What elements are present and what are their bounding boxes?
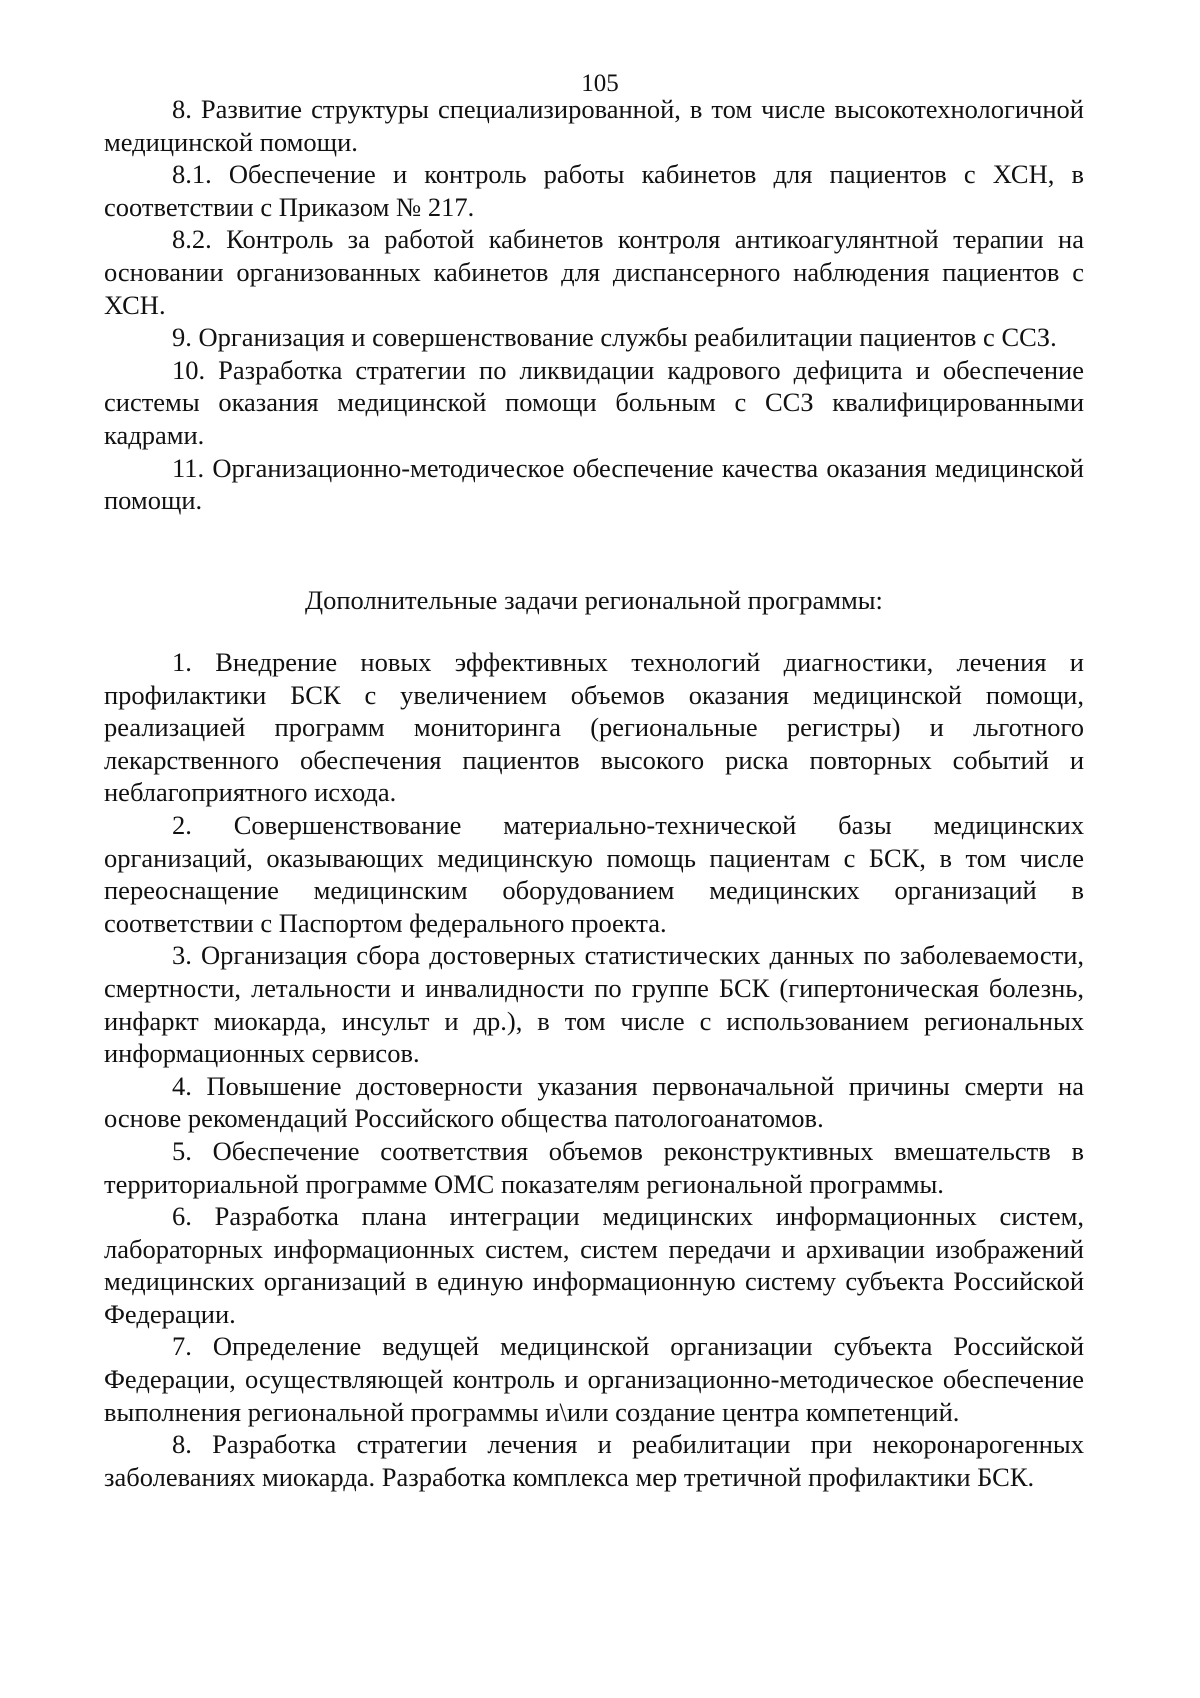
additional-task-2: 2. Совершенствование материально-технической базы медицинских организаций, оказывающих медицинскую помощь пациентам с БСК, в том числе переоснащение медицинским оборудованием медицинских организаций в соответствии с Паспортом федерального проекта. [104,809,1084,938]
task-item-9: 9. Организация и совершенствование службы реабилитации пациентов с ССЗ. [172,322,1057,353]
task-list-main [104,93,1084,517]
additional-task-1: 1. Внедрение новых эффективных технологий диагностики, лечения и профилактики БСК с увеличением объемов оказания медицинской помощи, реализацией программ мониторинга (региональные регистры) и льготного лекарственного обеспечения пациентов высокого риска повторных событий и неблагоприятного исхода. [104,647,1084,808]
additional-task-3: 3. Организация сбора достоверных статистических данных по заболеваемости, смертности, летальности и инвалидности по группе БСК (гипертоническая болезнь, инфаркт миокарда, инсульт и др.), в том числе с использованием региональных информационных сервисов. [104,940,1084,1069]
task-item-10: 10. Разработка стратегии по ликвидации кадрового дефицита и обеспечение системы оказания медицинской помощи больным с ССЗ квалифицированными кадрами. [104,354,1084,450]
task-item-8-2: 8.2. Контроль за работой кабинетов контроля антикоагулянтной терапии на основании организованных кабинетов для диспансерного наблюдения пациентов с ХСН. [104,224,1084,320]
additional-task-list [104,646,1084,1493]
additional-task-7: 7. Определение ведущей медицинской организации субъекта Российской Федерации, осуществляющей контроль и организационно-методическое обеспечение выполнения региональной программы и\или создание центра компетенций. [104,1331,1084,1427]
page-number: 105 [581,70,619,97]
additional-task-8: 8. Разработка стратегии лечения и реабилитации при некоронарогенных заболеваниях миокарда. Разработка комплекса мер третичной профилактики БСК. [104,1429,1084,1492]
additional-task-6: 6. Разработка плана интеграции медицинских информационных систем, лабораторных информационных систем, систем передачи и архивации изображений медицинских организаций в единую информационную систему субъекта Российской Федерации. [104,1201,1084,1329]
additional-task-4: 4. Повышение достоверности указания первоначальной причины смерти на основе рекомендаций Российского общества патологоанатомов. [104,1070,1084,1134]
section-heading: Дополнительные задачи региональной программы: [305,585,883,615]
section-heading-container [104,584,1084,617]
task-item-8: 8. Развитие структуры специализированной, в том числе высокотехнологичной медицинской помощи. [104,94,1084,157]
task-item-11: 11. Организационно-методическое обеспечение качества оказания медицинской помощи. [104,452,1084,516]
additional-task-5: 5. Обеспечение соответствия объемов реконструктивных вмешательств в территориальной программе ОМС показателям региональной программы. [104,1135,1084,1199]
task-item-8-1: 8.1. Обеспечение и контроль работы кабинетов для пациентов с ХСН, в соответствии с Приказом № 217. [104,159,1084,222]
